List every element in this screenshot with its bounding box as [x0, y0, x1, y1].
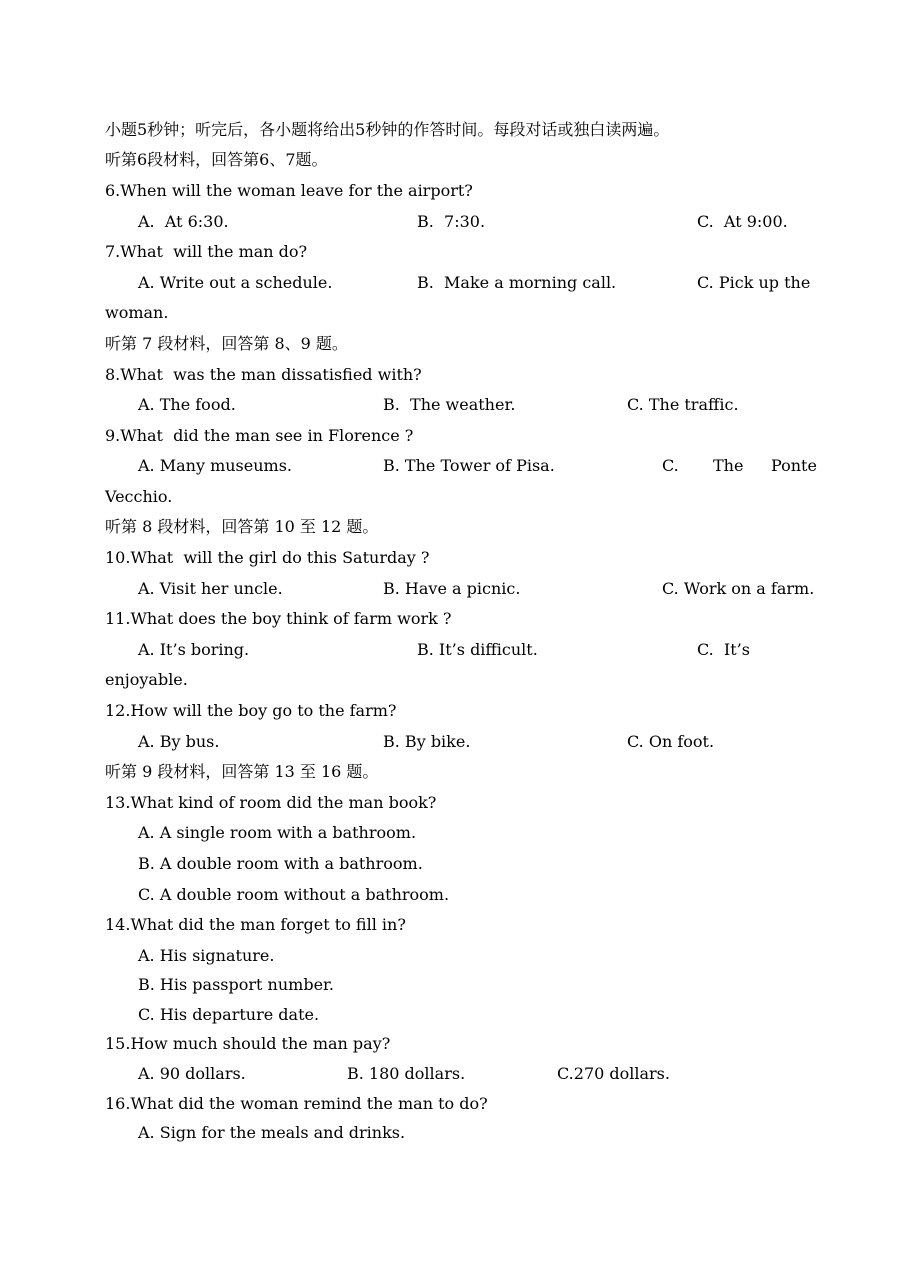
question-stem: 12.How will the boy go to the farm? [105, 701, 397, 720]
option-a: A. The food. [138, 395, 236, 414]
option-c-continuation: enjoyable. [105, 670, 188, 689]
option-c: C. A double room without a bathroom. [138, 885, 450, 904]
section-heading: 听第6段材料，回答第6、7题。 [105, 150, 328, 169]
question-stem: 15.How much should the man pay? [105, 1034, 391, 1053]
question-stem: 14.What did the man forget to fill in? [105, 915, 406, 934]
option-a: A. It’s boring. [138, 640, 250, 659]
option-b: B. His passport number. [138, 975, 335, 994]
option-c: C. The traffic. [627, 395, 739, 414]
option-a: A. Visit her uncle. [138, 579, 283, 598]
option-b: B. Make a morning call. [417, 273, 617, 292]
option-c-continuation: woman. [105, 303, 169, 322]
option-c: C. On foot. [627, 732, 715, 751]
option-c: C. Work on a farm. [662, 579, 815, 598]
option-c: C. His departure date. [138, 1005, 320, 1024]
option-c-letter: C. [662, 456, 679, 475]
option-c-word: The [713, 456, 744, 475]
option-a: A. By bus. [138, 732, 220, 751]
question-stem: 9.What did the man see in Florence ? [105, 426, 414, 445]
option-b: B. It’s difficult. [417, 640, 538, 659]
option-b: B. 180 dollars. [347, 1064, 466, 1083]
option-c: C. Pick up the [697, 273, 811, 292]
option-b: B. The weather. [383, 395, 516, 414]
section-heading: 听第 7 段材料，回答第 8、9 题。 [105, 334, 348, 353]
section-heading: 听第 9 段材料，回答第 13 至 16 题。 [105, 762, 379, 781]
option-c: C.270 dollars. [557, 1064, 670, 1083]
option-c: C. At 9:00. [697, 212, 788, 231]
option-a: A. A single room with a bathroom. [138, 823, 417, 842]
option-a: A. Write out a schedule. [138, 273, 333, 292]
option-b: B. 7:30. [417, 212, 486, 231]
option-a: A. Sign for the meals and drinks. [138, 1123, 406, 1142]
instructions-text: 小题5秒钟；听完后，各小题将给出5秒钟的作答时间。每段对话或独白读两遍。 [105, 120, 670, 139]
option-a: A. Many museums. [138, 456, 293, 475]
section-heading: 听第 8 段材料，回答第 10 至 12 题。 [105, 517, 379, 536]
question-stem: 10.What will the girl do this Saturday ? [105, 548, 430, 567]
question-stem: 7.What will the man do? [105, 242, 308, 261]
question-stem: 6.When will the woman leave for the airport? [105, 181, 473, 200]
option-a: A. At 6:30. [138, 212, 229, 231]
option-a: A. His signature. [138, 946, 275, 965]
option-c-word: Ponte [771, 456, 817, 475]
option-c-continuation: Vecchio. [105, 487, 173, 506]
option-b: B. The Tower of Pisa. [383, 456, 555, 475]
question-stem: 11.What does the boy think of farm work ? [105, 609, 452, 628]
option-b: B. By bike. [383, 732, 471, 751]
option-c: C. It’s [697, 640, 750, 659]
question-stem: 8.What was the man dissatisfied with? [105, 365, 422, 384]
question-stem: 13.What kind of room did the man book? [105, 793, 437, 812]
option-b: B. A double room with a bathroom. [138, 854, 423, 873]
option-b: B. Have a picnic. [383, 579, 521, 598]
option-a: A. 90 dollars. [138, 1064, 246, 1083]
question-stem: 16.What did the woman remind the man to do? [105, 1094, 488, 1113]
